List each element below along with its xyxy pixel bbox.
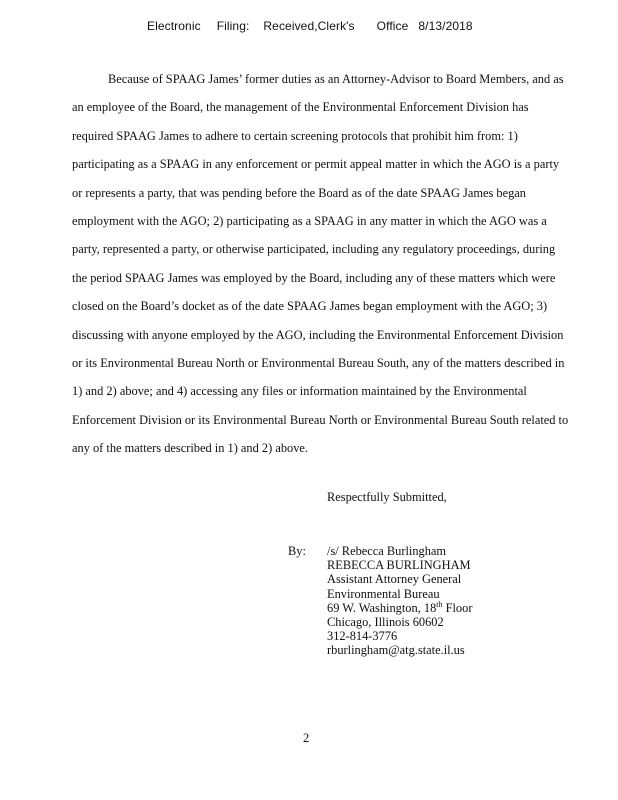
signature-phone: 312-814-3776 [327, 629, 398, 644]
header-electronic: Electronic [147, 19, 201, 33]
address-ordinal: th [436, 599, 443, 609]
address-prefix: 69 W. Washington, 18 [327, 600, 437, 615]
body-paragraph: Because of SPAAG James’ former duties as an Attorney-Advisor to Board Members, and as an employee of the Board, the management of the Environmental Enforcement Division has required SPAAG James to adhere to certain screening protocols that prohibit him from: 1) participating as a SPAAG in any enforcement or permit appeal matter in which the AGO is a party or represents a party, that was pending before the Board as of the date SPAAG James began employment with the AGO; 2) participating as a SPAAG in any matter in which the AGO was a party, represented a party, or otherwise participated, including any regulatory proceedings, during the period SPAAG James was employed by the Board, including any of these matters which were closed on the Board’s docket as of the date SPAAG James began employment with the AGO; 3) discussing with anyone employed by the AGO, including the Environmental Enforcement Division or its Environmental Bureau North or Environmental Bureau South, any of the matters described in 1) and 2) above; and 4) accessing any files or information maintained by the Environmental Enforcement Division or its Environmental Bureau North or Environmental Bureau South related to any of the matters described in 1) and 2) above. [72, 72, 569, 456]
filing-header [147, 19, 473, 33]
header-office: Office [376, 19, 409, 33]
signature-address [327, 601, 472, 615]
signature-s-line: /s/ Rebecca Burlingham [327, 544, 447, 558]
signature-block [327, 544, 472, 658]
page-number: 2 [303, 731, 310, 745]
signature-city: Chicago, Illinois 60602 [327, 615, 444, 630]
header-filing: Filing: [216, 19, 250, 33]
signature-email: rburlingham@atg.state.il.us [327, 643, 465, 658]
address-suffix: Floor [442, 600, 473, 615]
signature-title: Assistant Attorney General [327, 572, 462, 587]
header-date: 8/13/2018 [418, 19, 473, 33]
signature-name: REBECCA BURLINGHAM [327, 558, 471, 573]
header-received-clerks: Received,Clerk's [263, 19, 355, 33]
by-label: By: [288, 544, 306, 558]
signature-bureau: Environmental Bureau [327, 586, 440, 601]
closing-line: Respectfully Submitted, [327, 490, 447, 504]
